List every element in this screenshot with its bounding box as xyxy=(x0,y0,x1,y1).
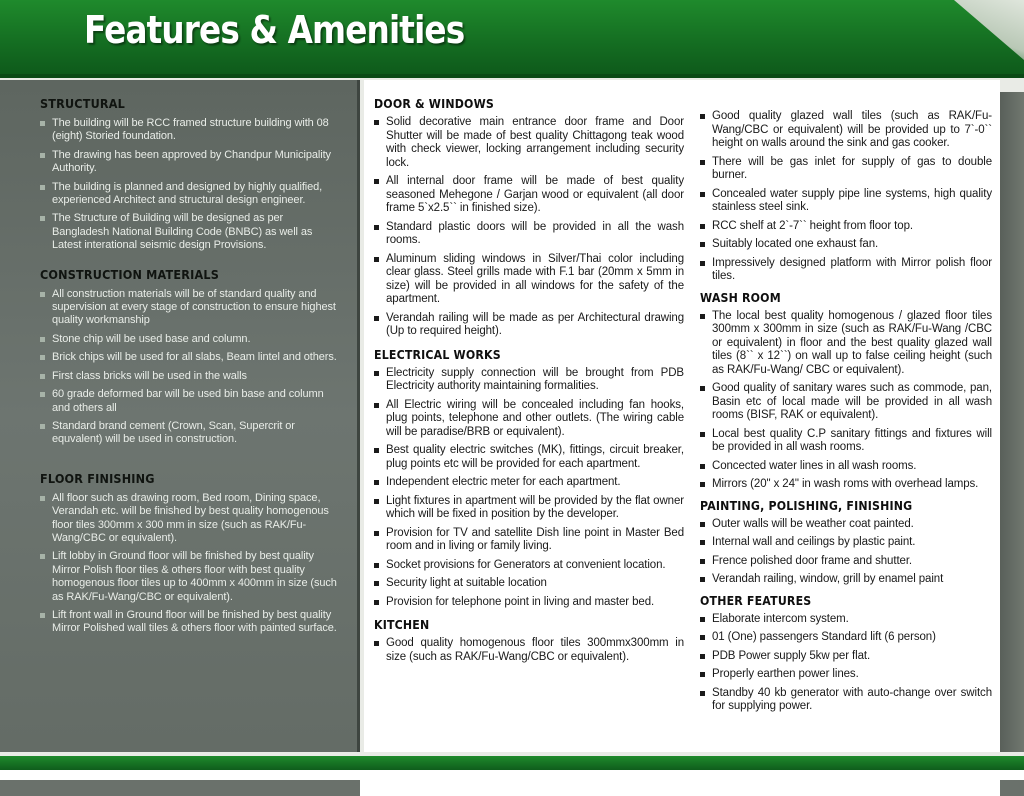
item-text: Standard brand cement (Crown, Scan, Supercrit or equvalent) will be used in construction. xyxy=(52,419,295,446)
right-column xyxy=(694,80,1000,752)
item-text: Suitably located one exhaust fan. xyxy=(712,238,879,250)
list-item xyxy=(374,559,684,573)
item-text: Independent electric meter for each apartment. xyxy=(386,476,621,488)
item-text: Mirrors (20" x 24" in wash roms with overhead lamps. xyxy=(712,478,979,490)
section-heading: OTHER FEATURES xyxy=(700,592,812,608)
list-item xyxy=(374,637,684,664)
item-text: 60 grade deformed bar will be used bin base and column and others all xyxy=(52,388,324,414)
square-bullet-icon xyxy=(700,691,705,696)
item-text: Elaborate intercom system. xyxy=(712,612,849,625)
list-item xyxy=(374,444,684,471)
square-bullet-icon xyxy=(374,316,379,321)
section-construction xyxy=(40,267,337,447)
square-bullet-icon xyxy=(700,559,705,564)
list-item xyxy=(40,351,337,364)
list-item xyxy=(40,550,337,604)
item-text: PDB Power supply 5kw per flat. xyxy=(712,649,871,662)
list-item xyxy=(40,492,337,546)
section-other-features xyxy=(700,593,992,714)
square-bullet-icon xyxy=(700,577,705,582)
square-bullet-icon xyxy=(40,292,45,297)
item-text: Lift front wall in Ground floor will be finished by best quality Mirror Polished wall tiles & others floor with painted surface. xyxy=(52,608,337,635)
item-text: Verandah railing, window, grill by enamel paint xyxy=(712,573,944,585)
list-item xyxy=(700,650,992,664)
section-wash-room xyxy=(700,290,992,492)
square-bullet-icon xyxy=(700,114,705,119)
item-text: The drawing has been approved by Chandpur Municipality Authority. xyxy=(52,148,331,175)
item-text: Good quality of sanitary wares such as commode, pan, Basin etc of local made will be provided in all wash rooms (BISF, RAK or equivalent). xyxy=(712,382,992,421)
list-item xyxy=(374,116,684,170)
list-item xyxy=(700,156,992,183)
list-item xyxy=(40,333,337,346)
item-text: First class bricks will be used in the walls xyxy=(52,369,247,382)
square-bullet-icon xyxy=(40,185,45,190)
section-floor-finishing xyxy=(40,471,337,636)
item-text: Good quality homogenous floor tiles 300mmx300mm in size (such as RAK/Fu-Wang/CBC or equivalent). xyxy=(386,637,684,663)
right-gray-edge xyxy=(1000,92,1024,752)
square-bullet-icon xyxy=(700,617,705,622)
square-bullet-icon xyxy=(374,257,379,262)
footer-gray-tab-right xyxy=(1000,780,1024,796)
item-text: All construction materials will be of standard quality and supervision at every stage of construction to ensure highest quality workmanship xyxy=(52,287,336,327)
section-heading: KITCHEN xyxy=(374,617,430,632)
list-item xyxy=(700,110,992,151)
list-item xyxy=(700,631,992,645)
section-structural xyxy=(40,96,337,253)
list-item xyxy=(374,577,684,591)
list-item xyxy=(700,555,992,569)
square-bullet-icon xyxy=(374,641,379,646)
section-heading: WASH ROOM xyxy=(700,289,781,305)
header-banner xyxy=(0,0,1024,78)
item-text: All Electric wiring will be concealed including fan hooks, plug points, telephone and other outlets. (The wiring cable will be paradise/BRB or equivalent). xyxy=(386,398,684,438)
square-bullet-icon xyxy=(40,374,45,379)
square-bullet-icon xyxy=(374,531,379,536)
square-bullet-icon xyxy=(700,386,705,391)
item-text: There will be gas inlet for supply of gas to double burner. xyxy=(712,155,992,181)
square-bullet-icon xyxy=(700,242,705,247)
item-text: Frence polished door frame and shutter. xyxy=(712,554,913,567)
list-item xyxy=(40,212,337,252)
item-text: Socket provisions for Generators at convenient location. xyxy=(386,558,666,571)
list-item xyxy=(700,687,992,714)
item-text: Provision for telephone point in living and master bed. xyxy=(386,595,655,608)
list-item xyxy=(40,609,337,636)
square-bullet-icon xyxy=(700,160,705,165)
item-list xyxy=(40,288,337,447)
footer-gray-tab-left xyxy=(0,780,360,796)
section-painting xyxy=(700,498,992,587)
item-text: Good quality glazed wall tiles (such as RAK/Fu-Wang/CBC or equivalent) will be provided up to 7`-0`` height on walls around the sink and gas cooker. xyxy=(712,110,992,149)
list-item xyxy=(700,478,992,492)
square-bullet-icon xyxy=(374,448,379,453)
section-kitchen xyxy=(374,617,684,664)
item-text: The building will be RCC framed structure building with 08 (eight) Storied foundation. xyxy=(52,117,329,143)
section-kitchen-continued xyxy=(700,110,992,284)
item-list xyxy=(40,117,337,253)
square-bullet-icon xyxy=(700,261,705,266)
square-bullet-icon xyxy=(700,540,705,545)
item-text: Standard plastic doors will be provided in all the wash rooms. xyxy=(386,220,684,246)
item-text: Electricity supply connection will be brought from PDB Electricity authority maintaining formalities. xyxy=(386,366,684,392)
square-bullet-icon xyxy=(700,522,705,527)
item-list xyxy=(700,518,992,587)
item-text: 01 (One) passengers Standard lift (6 person) xyxy=(712,631,936,643)
item-text: Properly earthen power lines. xyxy=(712,668,859,680)
item-text: The local best quality homogenous / glazed floor tiles 300mm x 300mm in size (such as RAK/Fu-Wang /CBC or equivalent) in floor and the best quality glazed wall tiles (8`` x 12``) on wall up to false ceiling height (such as RAK/Fu-Wang/ CBC or equivalent). xyxy=(712,309,992,376)
square-bullet-icon xyxy=(700,192,705,197)
square-bullet-icon xyxy=(40,121,45,126)
list-item xyxy=(374,367,684,394)
item-list xyxy=(700,613,992,714)
item-list xyxy=(700,110,992,284)
section-heading: DOOR & WINDOWS xyxy=(374,96,494,111)
list-item xyxy=(700,536,992,550)
square-bullet-icon xyxy=(40,216,45,221)
footer-green-strip xyxy=(0,756,1024,770)
square-bullet-icon xyxy=(374,600,379,605)
square-bullet-icon xyxy=(40,554,45,559)
list-item xyxy=(40,388,337,415)
section-heading: PAINTING, POLISHING, FINISHING xyxy=(700,497,913,513)
square-bullet-icon xyxy=(374,499,379,504)
item-list xyxy=(374,116,684,339)
list-item xyxy=(40,181,337,208)
square-bullet-icon xyxy=(40,424,45,429)
item-list xyxy=(700,310,992,492)
square-bullet-icon xyxy=(374,179,379,184)
list-item xyxy=(700,613,992,627)
list-item xyxy=(700,460,992,474)
square-bullet-icon xyxy=(700,224,705,229)
square-bullet-icon xyxy=(700,314,705,319)
square-bullet-icon xyxy=(374,371,379,376)
item-text: The Structure of Building will be designed as per Bangladesh National Building Code (BNBC) as well as Latest interational seismic design Provisions. xyxy=(52,212,313,252)
square-bullet-icon xyxy=(40,355,45,360)
section-door-windows xyxy=(374,96,684,339)
square-bullet-icon xyxy=(40,337,45,342)
list-item xyxy=(700,238,992,252)
list-item xyxy=(374,175,684,216)
item-text: Aluminum sliding windows in Silver/Thai color including clear glass. Steel grills made with F.1 bar (20mm x 5mm in size) will be provided in all windows for the safety of the apartment. xyxy=(386,252,684,305)
list-item xyxy=(700,518,992,532)
list-item xyxy=(700,188,992,215)
section-heading: CONSTRUCTION MATERIALS xyxy=(40,266,220,282)
list-item xyxy=(40,370,337,383)
list-item xyxy=(40,288,337,328)
item-text: Internal wall and ceilings by plastic paint. xyxy=(712,536,916,548)
item-text: Solid decorative main entrance door frame and Door Shutter will be made of best quality Chittagong teak wood with check viewer, locking arrangement including security lock. xyxy=(386,116,684,169)
item-text: The building is planned and designed by highly qualified, experienced Architect and structural design engineer. xyxy=(52,180,323,207)
square-bullet-icon xyxy=(700,654,705,659)
list-item xyxy=(374,596,684,610)
item-text: Local best quality C.P sanitary fittings and fixtures will be provided in all wash rooms. xyxy=(712,427,992,453)
page-fold xyxy=(954,0,1024,60)
square-bullet-icon xyxy=(374,563,379,568)
list-item xyxy=(700,668,992,682)
square-bullet-icon xyxy=(40,392,45,397)
list-item xyxy=(700,573,992,587)
list-item xyxy=(374,221,684,248)
item-text: Verandah railing will be made as per Architectural drawing (Up to required height). xyxy=(386,311,684,337)
left-panel xyxy=(0,80,360,752)
list-item xyxy=(374,399,684,440)
item-text: Concected water lines in all wash rooms. xyxy=(712,459,917,472)
list-item xyxy=(700,382,992,423)
item-list xyxy=(374,367,684,610)
item-text: All internal door frame will be made of best quality seasoned Mehegone / Garjan wood or equivalent (all door frame 5`x2.5`` in finished size). xyxy=(386,175,684,214)
item-text: Outer walls will be weather coat painted. xyxy=(712,517,914,530)
list-item xyxy=(374,253,684,307)
item-text: Stone chip will be used base and column. xyxy=(52,332,251,345)
item-text: All floor such as drawing room, Bed room, Dining space, Verandah etc. will be finished by best quality homogenous floor tiles 300mm x 300 mm in size (such as RAK/Fu-Wang/CBC or equivalent). xyxy=(52,491,329,544)
square-bullet-icon xyxy=(374,403,379,408)
item-text: Best quality electric switches (MK), fittings, circuit breaker, plug points etc will be provided for each apartment. xyxy=(386,444,684,470)
square-bullet-icon xyxy=(374,225,379,230)
item-text: Impressively designed platform with Mirror polish floor tiles. xyxy=(712,256,992,282)
item-text: Standby 40 kb generator with auto-change over switch for supplying power. xyxy=(712,686,992,712)
item-text: Brick chips will be used for all slabs, Beam lintel and others. xyxy=(52,351,337,364)
list-item xyxy=(40,149,337,176)
section-heading: FLOOR FINISHING xyxy=(40,470,155,486)
middle-column xyxy=(364,80,694,752)
item-text: Provision for TV and satellite Dish line point in Master Bed room and in living or family living. xyxy=(386,526,684,552)
item-text: Lift lobby in Ground floor will be finished by best quality Mirror Polish floor tiles & others floor with best quality homogenous floor tiles up to 400mm x 400mm in size (such as RAK/Fu-Wang/CBC or equivalent). xyxy=(52,550,337,603)
list-item xyxy=(700,220,992,234)
square-bullet-icon xyxy=(700,464,705,469)
square-bullet-icon xyxy=(374,120,379,125)
square-bullet-icon xyxy=(374,480,379,485)
square-bullet-icon xyxy=(700,672,705,677)
square-bullet-icon xyxy=(40,496,45,501)
page-title: Features & Amenities xyxy=(84,8,465,52)
square-bullet-icon xyxy=(700,635,705,640)
list-item xyxy=(700,428,992,455)
square-bullet-icon xyxy=(40,613,45,618)
list-item xyxy=(374,527,684,554)
square-bullet-icon xyxy=(374,581,379,586)
item-text: Security light at suitable location xyxy=(386,577,547,589)
section-heading: ELECTRICAL WORKS xyxy=(374,346,501,362)
item-list xyxy=(374,637,684,664)
list-item xyxy=(700,310,992,378)
square-bullet-icon xyxy=(700,482,705,487)
list-item xyxy=(374,476,684,490)
item-text: Concealed water supply pipe line systems, high quality stainless steel sink. xyxy=(712,187,992,213)
section-heading: STRUCTURAL xyxy=(40,96,125,111)
section-electrical xyxy=(374,347,684,610)
list-item xyxy=(374,495,684,522)
item-list xyxy=(40,492,337,636)
square-bullet-icon xyxy=(40,153,45,158)
list-item xyxy=(40,117,337,144)
list-item xyxy=(40,420,337,447)
list-item xyxy=(700,257,992,284)
item-text: RCC shelf at 2`-7`` height from floor top. xyxy=(712,219,913,232)
list-item xyxy=(374,312,684,339)
square-bullet-icon xyxy=(700,432,705,437)
item-text: Light fixtures in apartment will be provided by the flat owner which will be fixed in position by the developer. xyxy=(386,494,684,520)
